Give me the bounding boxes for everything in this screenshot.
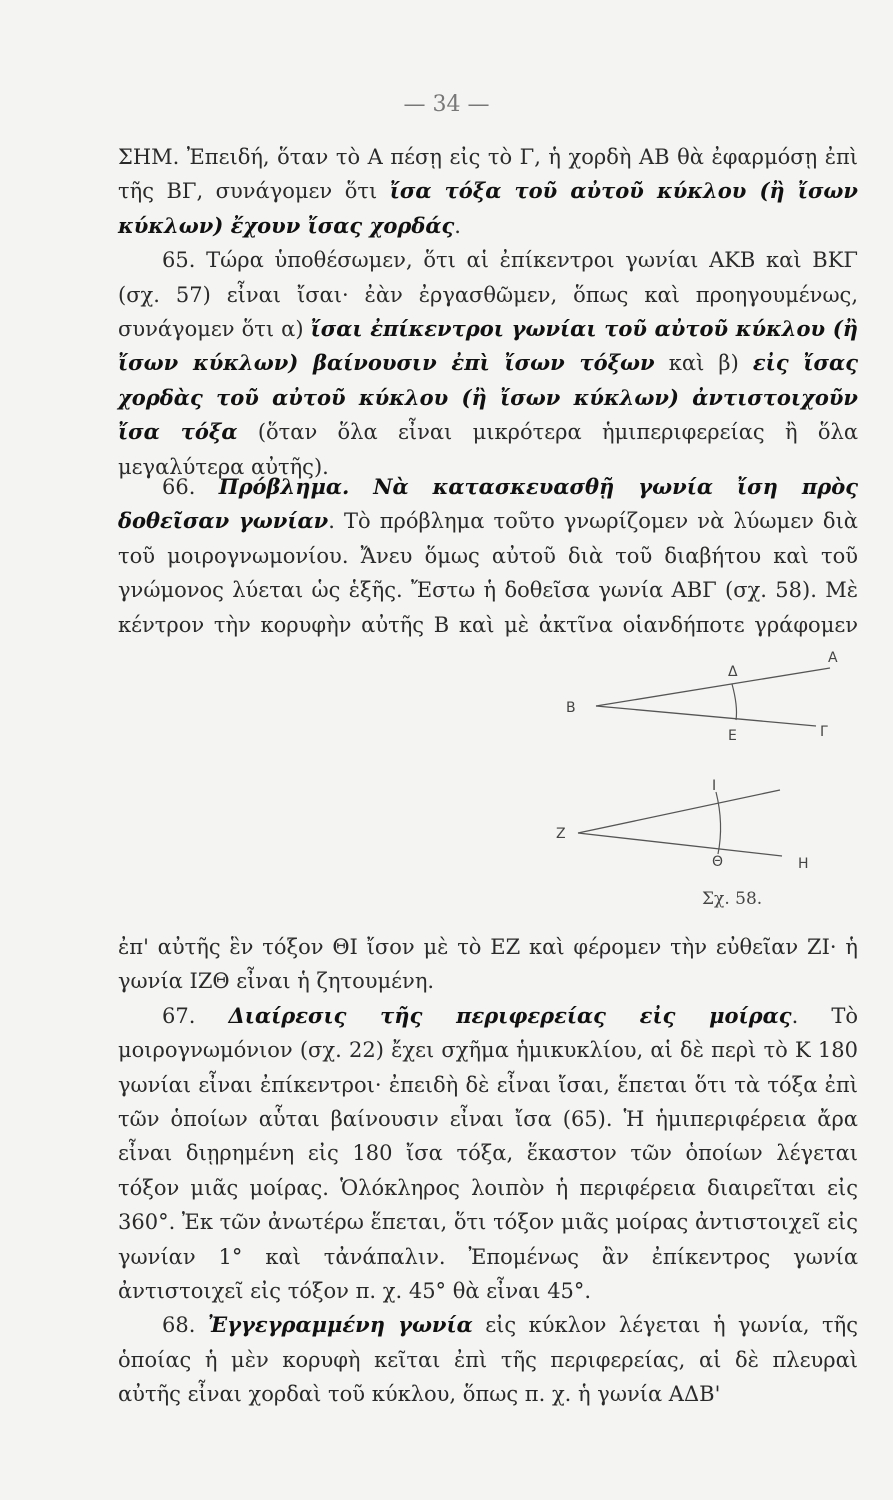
- p66-title: Πρόβλημα. Νὰ κατασκευασθῇ γωνία ἴση πρὸς δοθεῖσαν γωνίαν: [118, 474, 858, 534]
- p66-number: 66.: [162, 475, 219, 499]
- paragraph-66-end: [118, 930, 858, 999]
- paragraph-65: [118, 243, 858, 484]
- figure-58: [548, 640, 858, 920]
- paragraph-67: [118, 999, 858, 1309]
- label-d: Δ: [728, 664, 738, 680]
- paragraph-note: [118, 140, 858, 243]
- label-g: Γ: [820, 724, 828, 740]
- label-b: B: [566, 700, 576, 716]
- label-z: Z: [556, 826, 566, 842]
- note-end: .: [454, 213, 461, 238]
- p65-emphasis-2: εἰς ἴσας χορδὰς τοῦ αὐτοῦ κύκλου (ἢ ἴσων κύκλων) ἀντιστοιχοῦν ἴσα τόξα: [118, 350, 858, 445]
- note-emphasis: ἴσα τόξα τοῦ αὐτοῦ κύκλου (ἢ ἴσων κύκλων) ἔχουν ἴσας χορδάς: [118, 178, 859, 238]
- p67-number: 67.: [162, 1003, 229, 1028]
- p67-text: . Τὸ μοιρογνωμόνιον (σχ. 22) ἔχει σχῆμα ἡμικυκλίου, αἱ δὲ περὶ τὸ Κ 180 γωνίαι εἶναι ἐπίκεντροι· ἐπειδὴ δὲ εἶναι ἴσαι, ἕπεται ὅτι τὰ τόξα ἐπὶ τῶν ὁποίων αὗται βαίνουσιν εἶναι ἴσα (65). Ἡ ἡμιπεριφέρεια ἄρα εἶναι διῃρημένη εἰς 180 ἴσα τόξα, ἕκαστον τῶν ὁποίων λέγεται τόξον μιᾶς μοίρας. Ὁλόκληρος λοιπὸν ἡ περιφέρεια διαιρεῖται εἰς 360°. Ἐκ τῶν ἀνωτέρω ἕπεται, ὅτι τόξον μιᾶς μοίρας ἀντιστοιχεῖ εἰς γωνίαν 1° καὶ τἀνάπαλιν. Ἐπομένως ἂν ἐπίκεντρος γωνία ἀντιστοιχεῖ εἰς τόξον π. χ. 45° θὰ εἶναι 45°.: [118, 1003, 858, 1304]
- angle-construction-diagram: [548, 640, 858, 920]
- label-a: A: [828, 650, 838, 666]
- figure-caption: Σχ. 58.: [702, 889, 763, 909]
- text-block-top: [118, 140, 858, 484]
- p65-text-1: 65. Τώρα ὑποθέσωμεν, ὅτι αἱ ἐπίκεντροι γωνίαι ΑΚΒ καὶ ΒΚΓ (σχ. 57) εἶναι ἴσαι· ἐὰν ἐργασθῶμεν, ὅπως καὶ προηγουμένως, συνάγομεν ὅτι α): [118, 248, 858, 342]
- ray-zi: [578, 790, 780, 833]
- label-e: E: [728, 728, 737, 744]
- label-h: H: [798, 856, 809, 872]
- p66-text: . Τὸ πρόβλημα τοῦτο γνωρίζομεν νὰ λύωμεν διὰ τοῦ μοιρογνωμονίου. Ἄνευ ὅμως αὐτοῦ διὰ τοῦ διαβήτου καὶ τοῦ γνώμονος λύεται ὡς ἑξῆς. Ἔστω ἡ δοθεῖσα γωνία ΑΒΓ (σχ. 58). Μὲ κέντρον τὴν κορυφὴν αὐτῆς Β καὶ μὲ ἀκτῖνα οἱανδήποτε γράφομεν: [118, 509, 858, 637]
- ray-bg: [596, 706, 816, 726]
- p65-text-2: καὶ β): [654, 351, 753, 376]
- p67-title: Διαίρεσις τῆς περιφερείας εἰς μοίρας: [228, 1002, 792, 1028]
- label-th: Θ: [712, 854, 724, 870]
- p68-title: Ἐγγεγραμμένη γωνία: [207, 1312, 473, 1338]
- line-zh: [578, 833, 782, 856]
- p65-emphasis-1: ἴσαι ἐπίκεντροι γωνίαι τοῦ αὐτοῦ κύκλου (ἢ ἴσων κύκλων) βαίνουσιν ἐπὶ ἴσων τόξων: [118, 316, 858, 376]
- page-number: — 34 —: [403, 92, 490, 117]
- paragraph-68: [118, 1308, 858, 1411]
- label-i: I: [712, 778, 717, 794]
- text-block-66-head: [118, 470, 858, 640]
- ray-ba: [596, 668, 830, 706]
- arc-thi: [716, 792, 721, 854]
- p65-text-3: (ὅταν ὅλα εἶναι μικρότερα ἡμιπεριφερείας ἢ ὅλα μεγαλύτερα αὐτῆς).: [118, 420, 858, 479]
- arc-de: [732, 684, 737, 720]
- p68-number: 68.: [162, 1313, 208, 1338]
- p66-continuation: ἐπ' αὐτῆς ἓν τόξον ΘΙ ἴσον μὲ τὸ ΕΖ καὶ φέρομεν τὴν εὐθεῖαν ΖΙ· ἡ γωνία ΙΖΘ εἶναι ἡ ζητουμένη.: [118, 935, 858, 994]
- text-block-bottom: [118, 930, 858, 1412]
- paragraph-66: [118, 470, 858, 640]
- note-text: ΣΗΜ. Ἐπειδή, ὅταν τὸ Α πέσῃ εἰς τὸ Γ, ἡ χορδὴ ΑΒ θὰ ἐφαρμόσῃ ἐπὶ τῆς ΒΓ, συνάγομεν ὅτι: [118, 145, 858, 204]
- p68-text: εἰς κύκλον λέγεται ἡ γωνία, τῆς ὁποίας ἡ μὲν κορυφὴ κεῖται ἐπὶ τῆς περιφερείας, αἱ δὲ πλευραὶ αὐτῆς εἶναι χορδαὶ τοῦ κύκλου, ὅπως π. χ. ἡ γωνία ΑΔΒ': [118, 1313, 858, 1407]
